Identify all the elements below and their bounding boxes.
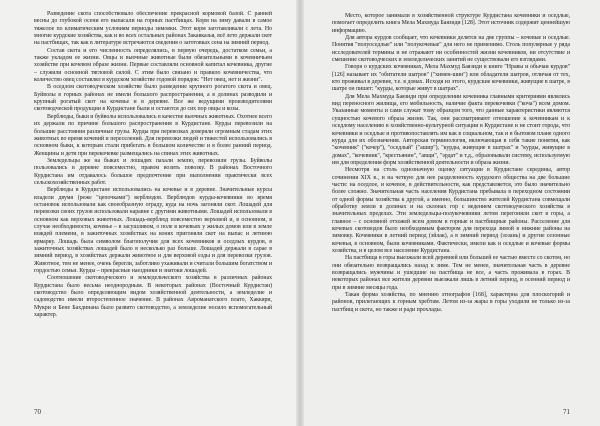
paragraph: Соотношение скотоводческого и земледельческого хозяйства в различных районах Курдистана было весьма неоднородным. В некоторых районах (Восточный Курдистан) скотоводство было определяющим видом хозяйственной деятельности, а земледелие и садоводство имели второстепенное значение. В районах Авроманатского плато, Хаккяри, Мукри и Бене Бахдинана было развито скотоводство, а земледелие носило вспомогательный характер. xyxy=(34,275,272,319)
paragraph: Земледельцы же на быках и лошадях пахали землю, перевозили грузы. Буйволы пользовались в деревне повсеместно, правом возить повозку. В районах Восточного Курдистана им отдавалось большое предпочтение при выполнении практически всех сельскохозяйственных работ. xyxy=(34,157,272,186)
right-page xyxy=(300,0,600,426)
paragraph: Несмотря на столь однозначную оценку ситуации в Курдистане середины, автор сочинения XIX в., и на четкую для нее разделенность курдского общества на две большие части: на оседлое, и кочевое, в действительности, как представляется, это было значительно более сложно. Значительная часть населения Курдистана пребывала в переходном состоянии от одной формы хозяйства к другой, а именно, большинство жителей Курдистана совмещали обработку земли в долинах и на склонах гор с ведением скотоводческого хозяйства в значительных пределах. Эти земледельцы-полукочевники летом перегоняли скот в горы, а главное – с основной отхожей всем домом в горные и пастбищные районы. Расселение для кочевых скотоводов было необходимым фактором для перехода зимой в нижние районы на зимовку. Кочевники в летний период (эйлак), а в зимний период (зозань) и другие сезонные кочевья, в основном, были кочевниками. Фактически, имели как и оседлые и кочевые формы хозяйства, и в целом все население Курдистана. xyxy=(332,167,570,254)
paragraph: Для Мела Махмуда Баязиди при определении кочевника главными критериями являлись вид переносного жилища, его мобильность, наличие факта перекочевки ("коча") всем домом. Указанные моменты и сами служат тому образцом того, что данные характеристики являются сущностью кочевого образа жизни. Так, они рассматривают отношение к кочевникам и к оседлому населению в хозяйственно-культурной ситуации в Курдистане и не стоит города, что кочевники и оседлые и противопоставлять им как в социальном, так и в бытовом плане одного курда для их обозначения. Авторская терминология, включающая в себя такие понятия, как "кочевник" ("кочер"), "оседлый" ("ашир"), "курды, живущие в шатрах" и "курды, живущие в домах", "кочевник", "крестьянин", "авщи", "эрдат" и т.д., образовывали систему, используемую им для определения форм хозяйственной деятельности и образа жизни. xyxy=(332,93,570,166)
paragraph: Верблюды, быки и буйволы использовались в качестве вьючных животных. Охотнее всего их держали по причине большого распространения в Курдистане. Курды перевозили на большие расстояния различные грузы. Курды при перевозках доверяли огромным стадам этих животных во время кочевий и переселений. Для перевозки людей и тяжестей использовались в основном быки, к которым стали прибегать в большом количестве и в более ранний период. Женщины и дети при перекочевке размещались на спинах этих животных. xyxy=(34,113,272,157)
paragraph: В оседлом скотоводческом хозяйстве было разведение крупного рогатого скота и овец. Буйволы в горных районах не имели большого распространения, а в долинах разводили и крупный рогатый скот на кочевье и в деревне. Все же ведущими производителями скотоводческой продукции в Курдистане были и остаются до сих пор овцы и козы. xyxy=(34,84,272,113)
page-number: 70 xyxy=(34,408,41,416)
paragraph: Место, которое занимали в хозяйственной структуре Курдистана кочевники и оседлые, помогает определить книга Мела Махмуда Баязиди [128]. Этот источник содержит ценнейшую информацию. xyxy=(332,13,570,34)
paragraph: Верблюды в Курдистане использовались на кочевье и в деревне. Значительные курсы владели двумя (реже "цепочками") верблюдов. Верблюдов курды-кочевники во время остановок использовали как своеобразную ограду, куда на ночь загоняли скот. Лошадей для перевозки своих грузов использовали наравне с другими животными. Лошадей использовали в основном как верховых животных. Лошадь-верблюд повсеместно верховой и, в основном, в случае необходимости, кочевье – в засушливом, о поле в кочевьях у жилых домов или в земле вождей племени, в зажиточных хозяйствах на конях пригоняли скот на выпас и летнюю ярмарку. Лошадь была символом благополучия для всех кочевников и оседлых курдов, в зажиточных хозяйствах лошадей было в несколько раз больше. Лошадей держали в сарае в зимний период, в хозяйствах держали животное и для верховой езды и для перевозки грузов. Животное, тем не менее, очень берегли, заботливо ухаживали и считали большим богатством и гордостью семьи. Курды – прекрасные наездники и знатоки лошадей. xyxy=(34,187,272,275)
paragraph: На пастбища в горы выезжали всей деревней или большей ее частью вместе со скотом, но они обязательно возвращались назад к зиме. Тем не менее, значительная часть в деревне возвращались мужчины и ушедшие на пастбища не все, а часть проживала в горах. В некоторых районах все жители деревни выезжали лишь в летний период, в осенний период и при в зимние месяцы года. xyxy=(332,255,570,291)
paragraph: Разведение скота способствовало обеспечение прекрасной кормовой базой. С ранней весны до глубокой осени его выпасали на горных пастбищах. Корм на зиму давали в самое тяжелое по климатическим условиям периоды зимовки. Этот корм заготавливали с лета. Но многие курдские хозяйства, как и во всех остальных районах Закавказья, всё лето держали скот на пастбищах, так как в литературе встречаются сведения о заготовках сена на зимний период. xyxy=(34,11,272,47)
page-number: 71 xyxy=(563,408,570,416)
book-gutter xyxy=(296,0,304,426)
paragraph: Говоря о курдских кочевниках, Мела Махмуд Баязиди в книге "Нравы и обычаи курдов" [126] называет их "обитатели шатров" ("химен-шин") или обладатели шатров, отличая от тех, кто проживал в деревне, т.е. в домах. Исходя из этого, курдские кочевники, живущие в шатре, в шатре он пишет: "курды, которые живут в шатрах". xyxy=(332,64,570,93)
paragraph: Состав скота и его численность определялись, в первую очередь, достатком семьи, а также укладом ее жизни. Овцы и вьючные животные были обязательными в кочевничьем хозяйстве при кочевом образе жизни. Первые составляли основной капитал кочевника, другие – служили основной тягловой силой. С этим было связано и правило кочевничества, что количество овец составлял в курдском хозяйстве годовой порядок: "Нет овец, нет и жизни". xyxy=(34,47,272,84)
right-page-text xyxy=(332,13,570,404)
paragraph: Для автора курдов сообщает, что кочевники делятся на две группы – кочевые и оседлые. Понятия "полуоседлые" или "полукочевые" для него не применимо. Столь популярные у ряда исследователей термины и не отражают ни особенностей жизни кочевников, ни отсутствие и смешение скотоводческих и земледельческих занятий не существовали его взглядами. xyxy=(332,35,570,64)
left-page-text xyxy=(34,11,272,404)
paragraph: Такая форма хозяйства, по мнению этнографов [168], характерна для плоскогорий и районов, прилегающих к горным хребтам. Летом из-за жары в горы уходили не только из-за пастбищ и скота, но также и ради прохлады. xyxy=(332,292,570,313)
